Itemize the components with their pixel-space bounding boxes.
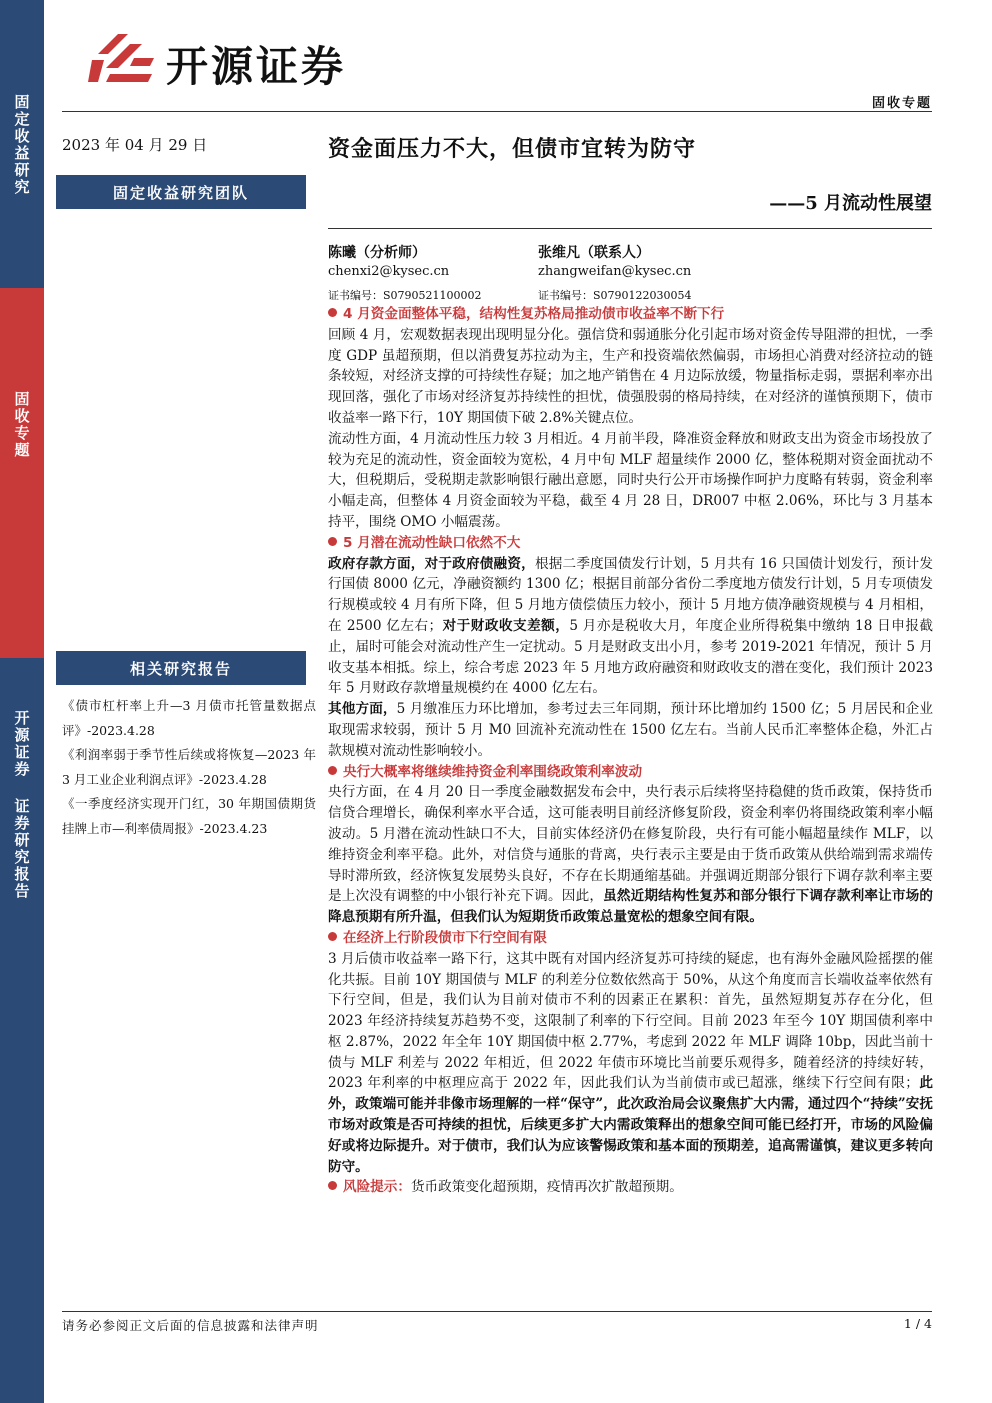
risk-warning: 风险提示：货币政策变化超预期，疫情再次扩散超预期。	[328, 1177, 933, 1198]
bullet-dot-icon	[328, 537, 337, 546]
team-label-box: 固定收益研究团队	[56, 175, 306, 209]
footer-disclaimer: 请务必参阅正文后面的信息披露和法律声明	[62, 1318, 319, 1333]
report-subtitle: ——5 月流动性展望	[769, 193, 932, 214]
report-body	[328, 304, 933, 1198]
title-divider	[328, 228, 932, 229]
related-reports-label-box: 相关研究报告	[56, 651, 306, 685]
header-divider	[62, 111, 932, 112]
left-side-band	[0, 0, 44, 1403]
section-heading: 4 月资金面整体平稳，结构性复苏格局推动债市收益率不断下行	[328, 304, 933, 325]
paragraph: 其他方面，5 月缴准压力环比增加，参考过去三年同期，预计环比增加约 1500 亿；5 月居民和企业取现需求较弱，预计 5 月 M0 回流补充流动性在 1500 亿左右。当前人民币汇率整体企稳，外汇占款规模对流动性影响较小。	[328, 701, 934, 759]
bullet-dot-icon	[328, 1181, 337, 1190]
report-title: 资金面压力不大，但债市宜转为防守	[328, 136, 697, 162]
side-band-bottom-text: 开源证券 证券研究报告	[12, 710, 31, 900]
side-band-top-text: 固定收益研究	[12, 94, 31, 196]
author-cert: 证书编号：S0790122030054	[538, 289, 692, 302]
related-report-link[interactable]: 《利润率弱于季节性后续或将恢复—2023 年 3 月工业企业利润点评》-2023.4.28	[62, 747, 316, 787]
author-email[interactable]: zhangweifan@kysec.cn	[538, 264, 692, 279]
side-band-middle-text: 固收专题	[12, 391, 31, 459]
brand-name: 开源证券	[166, 42, 347, 91]
related-report-link[interactable]: 《一季度经济实现开门红，30 年期国债期货挂牌上市—利率债周报》-2023.4.23	[62, 796, 316, 836]
section-heading: 在经济上行阶段债市下行空间有限	[328, 928, 933, 949]
section-heading: 5 月潜在流动性缺口依然不大	[328, 533, 933, 554]
author-email[interactable]: chenxi2@kysec.cn	[328, 264, 450, 279]
paragraph: 3 月后债市收益率一路下行，这其中既有对国内经济复苏可持续的疑虑，也有海外金融风险摇摆的催化共振。目前 10Y 期国债与 MLF 的利差分位数依然高于 50%，从这个角度而言长端收益率依然有下行空间，但是，我们认为目前对债市不利的因素正在累积：首先，虽然短期复苏存在分化，但 2023 年经济持续复苏趋势不变，这限制了利率的下行空间。目前 2023 年至今 10Y 期国债利率中枢 2.87%，2022 年全年 10Y 期国债中枢 2.77%，考虑到 2022 年 MLF 调降 10bp，因此当前十债与 MLF 利差与 2022 年相近，但 2022 年债市环境比当前要乐观得多，随着经济的持续好转，2023 年利率的中枢理应高于 2022 年，因此我们认为当前债市或已超涨，继续下行空间有限；此外，政策端可能并非像市场理解的一样“保守”，此次政治局会议聚焦扩大内需，通过四个“持续”安抚市场对政策是否可持续的担忧，后续更多扩大内需政策释出的想象空间可能已经打开，市场的风险偏好或将边际提升。对于债市，我们认为应该警惕政策和基本面的预期差，追高需谨慎，建议更多转向防守。	[328, 950, 934, 1175]
page-number: 1 / 4	[903, 1316, 932, 1331]
related-reports-list	[62, 694, 316, 841]
bullet-dot-icon	[328, 932, 337, 941]
paragraph: 央行方面，在 4 月 20 日一季度金融数据发布会中，央行表示后续将坚持稳健的货币政策，保持货币信贷合理增长，确保利率水平合适，这可能表明目前经济修复阶段，资金利率仍将围绕政策利率小幅波动。5 月潜在流动性缺口不大，目前实体经济仍在修复阶段，央行有可能小幅超量续作 MLF，以维持资金利率平稳。此外，对信贷与通胀的背离，央行表示主要是由于货币政策从供给端到需求端传导时滞所致，经济恢复发展势头良好，不存在长期通缩基础。并强调近期部分银行下调存款利率主要是上次没有调整的中小银行补充下调。因此，虽然近期结构性复苏和部分银行下调存款利率让市场的降息预期有所升温，但我们认为短期货币政策总量宽松的想象空间有限。	[328, 784, 934, 926]
paragraph: 回顾 4 月，宏观数据表现出现明显分化。强信贷和弱通胀分化引起市场对资金传导阻滞的担忧，一季度 GDP 虽超预期，但以消费复苏拉动为主，生产和投资端依然偏弱，市场担心消费对经济拉动的链条较短，对经济支撑的可持续性存疑；加之地产销售在 4 月边际放缓，物量指标走弱，票据利率亦出现回落，强化了市场对经济复苏持续性的担忧，债强股弱的格局持续，在对经济的谨慎预期下，债市收益率一路下行，10Y 期国债下破 2.8%关键点位。	[328, 326, 933, 426]
paragraph: 流动性方面，4 月流动性压力较 3 月相近。4 月前半段，降准资金释放和财政支出为资金市场投放了较为充足的流动性，资金面较为宽松，4 月中旬 MLF 超量续作 2000 亿，整体税期对资金面扰动不大，但税期后，受税期走款影响银行融出意愿，同时央行公开市场操作呵护力度略有转弱，资金利率小幅走高，但整体 4 月资金面较为平稳，截至 4 月 28 日，DR007 中枢 2.06%，环比与 3 月基本持平，围绕 OMO 小幅震荡。	[328, 430, 933, 530]
author-name: 陈曦（分析师）	[328, 245, 426, 261]
paragraph: 政府存款方面，对于政府债融资，根据二季度国债发行计划，5 月共有 16 只国债计划发行，预计发行国债 8000 亿元，净融资额约 1300 亿；根据目前部分省份二季度地方债发行计划，5 月专项债发行规模或较 4 月有所下降，但 5 月地方债偿债压力较小，预计 5 月地方债净融资规模与 4 月相相，在 2500 亿左右；对于财政收支差额，5 月亦是税收大月，年度企业所得税集中缴纳 18 日申报截止，届时可能会对流动性产生一定扰动。5 月是财政支出小月，参考 2019-2021 年情况，预计 5 月收支基本相抵。综上，综合考虑 2023 年 5 月地方政府融资和财政收支的潜在变化，我们预计 2023 年 5 月财政存款增量规模约在 4000 亿左右。	[328, 555, 933, 697]
report-date: 2023 年 04 月 29 日	[62, 136, 208, 154]
header-report-type: 固收专题	[871, 96, 932, 111]
related-report-link[interactable]: 《债市杠杆率上升—3 月债市托管量数据点评》-2023.4.28	[62, 698, 316, 738]
section-heading: 央行大概率将继续维持资金利率围绕政策利率波动	[328, 762, 933, 783]
author-name: 张维凡（联系人）	[538, 245, 650, 261]
author-cert: 证书编号：S0790521100002	[328, 289, 482, 302]
footer-divider	[62, 1311, 932, 1312]
bullet-dot-icon	[328, 308, 337, 317]
bullet-dot-icon	[328, 766, 337, 775]
brand-logo-icon	[88, 30, 158, 90]
